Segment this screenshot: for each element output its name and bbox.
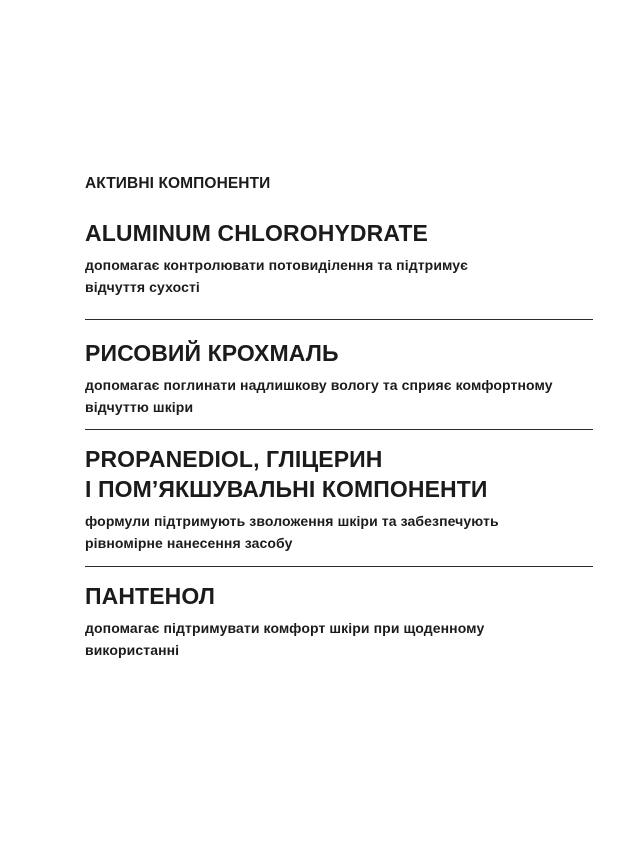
ingredient-description-line: формули підтримують зволоження шкіри та забезпечують: [85, 513, 499, 529]
ingredient-title-line: І ПОМ’ЯКШУВАЛЬНІ КОМПОНЕНТИ: [85, 476, 488, 502]
ingredient-item-rice-starch: [85, 338, 593, 431]
ingredient-title: [85, 338, 593, 368]
ingredient-item-aluminum-chlorohydrate: [85, 218, 593, 311]
ingredient-title-line: ПАНТЕНОЛ: [85, 583, 216, 609]
ingredient-description-line: рівномірне нанесення засобу: [85, 535, 293, 551]
ingredient-description: [85, 254, 593, 298]
ingredient-description-line: використанні: [85, 642, 180, 658]
section-heading: АКТИВНІ КОМПОНЕНТИ: [85, 175, 271, 192]
ingredient-item-panthenol: [85, 581, 593, 674]
ingredient-title-line: ALUMINUM CHLOROHYDRATE: [85, 220, 428, 246]
ingredient-description-line: відчуття сухості: [85, 279, 200, 295]
ingredient-description-line: допомагає поглинати надлишкову вологу та сприяє комфортному: [85, 377, 553, 393]
ingredient-item-propanediol-glycerin: [85, 444, 593, 567]
ingredients-page: [85, 174, 593, 674]
ingredient-title-line: PROPANEDIOL, ГЛІЦЕРИН: [85, 446, 383, 472]
ingredient-description: [85, 617, 593, 661]
ingredient-description-line: допомагає контролювати потовиділення та підтримує: [85, 257, 469, 273]
ingredient-description-line: відчуттю шкіри: [85, 399, 194, 415]
ingredient-title-line: РИСОВИЙ КРОХМАЛЬ: [85, 340, 339, 366]
divider: [85, 566, 593, 567]
ingredient-title: [85, 444, 593, 504]
divider: [85, 319, 593, 320]
ingredient-title: [85, 581, 593, 611]
ingredient-title: [85, 218, 593, 248]
ingredient-description-line: допомагає підтримувати комфорт шкіри при щоденному: [85, 620, 485, 636]
divider: [85, 429, 593, 430]
ingredient-description: [85, 374, 593, 418]
ingredient-description: [85, 510, 593, 554]
